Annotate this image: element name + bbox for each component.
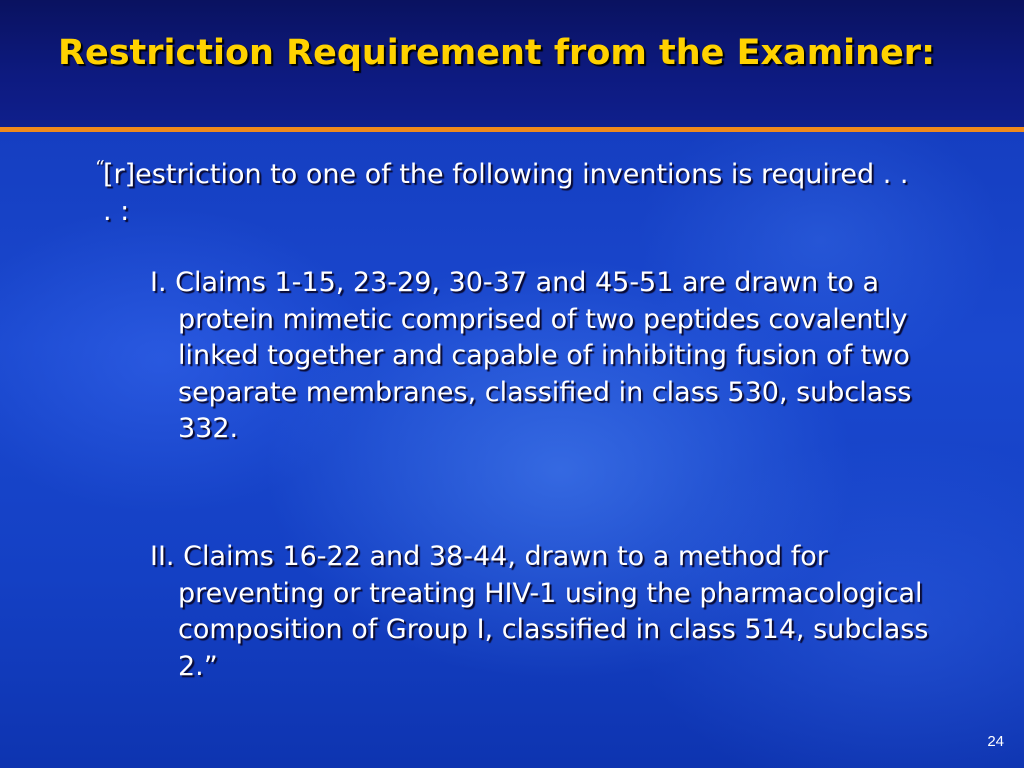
intro-text: [r]estriction to one of the following inventions is required . . . :	[103, 159, 909, 227]
claim-group-1: I. Claims 1-15, 23-29, 30-37 and 45-51 are drawn to a protein mimetic comprised of two peptides covalently linked together and capable of inhibiting fusion of two separate membranes, classified in class 530, subclass 332.	[150, 267, 912, 444]
claim-group-2: II. Claims 16-22 and 38-44, drawn to a method for preventing or treating HIV-1 using the pharmacological composition of Group I, classified in class 514, subclass 2.”	[150, 541, 929, 682]
slide-title: Restriction Requirement from the Examiner:	[58, 33, 936, 73]
page-number: 24	[987, 733, 1004, 750]
open-quote-mark: “	[95, 157, 105, 179]
title-divider	[0, 127, 1024, 132]
